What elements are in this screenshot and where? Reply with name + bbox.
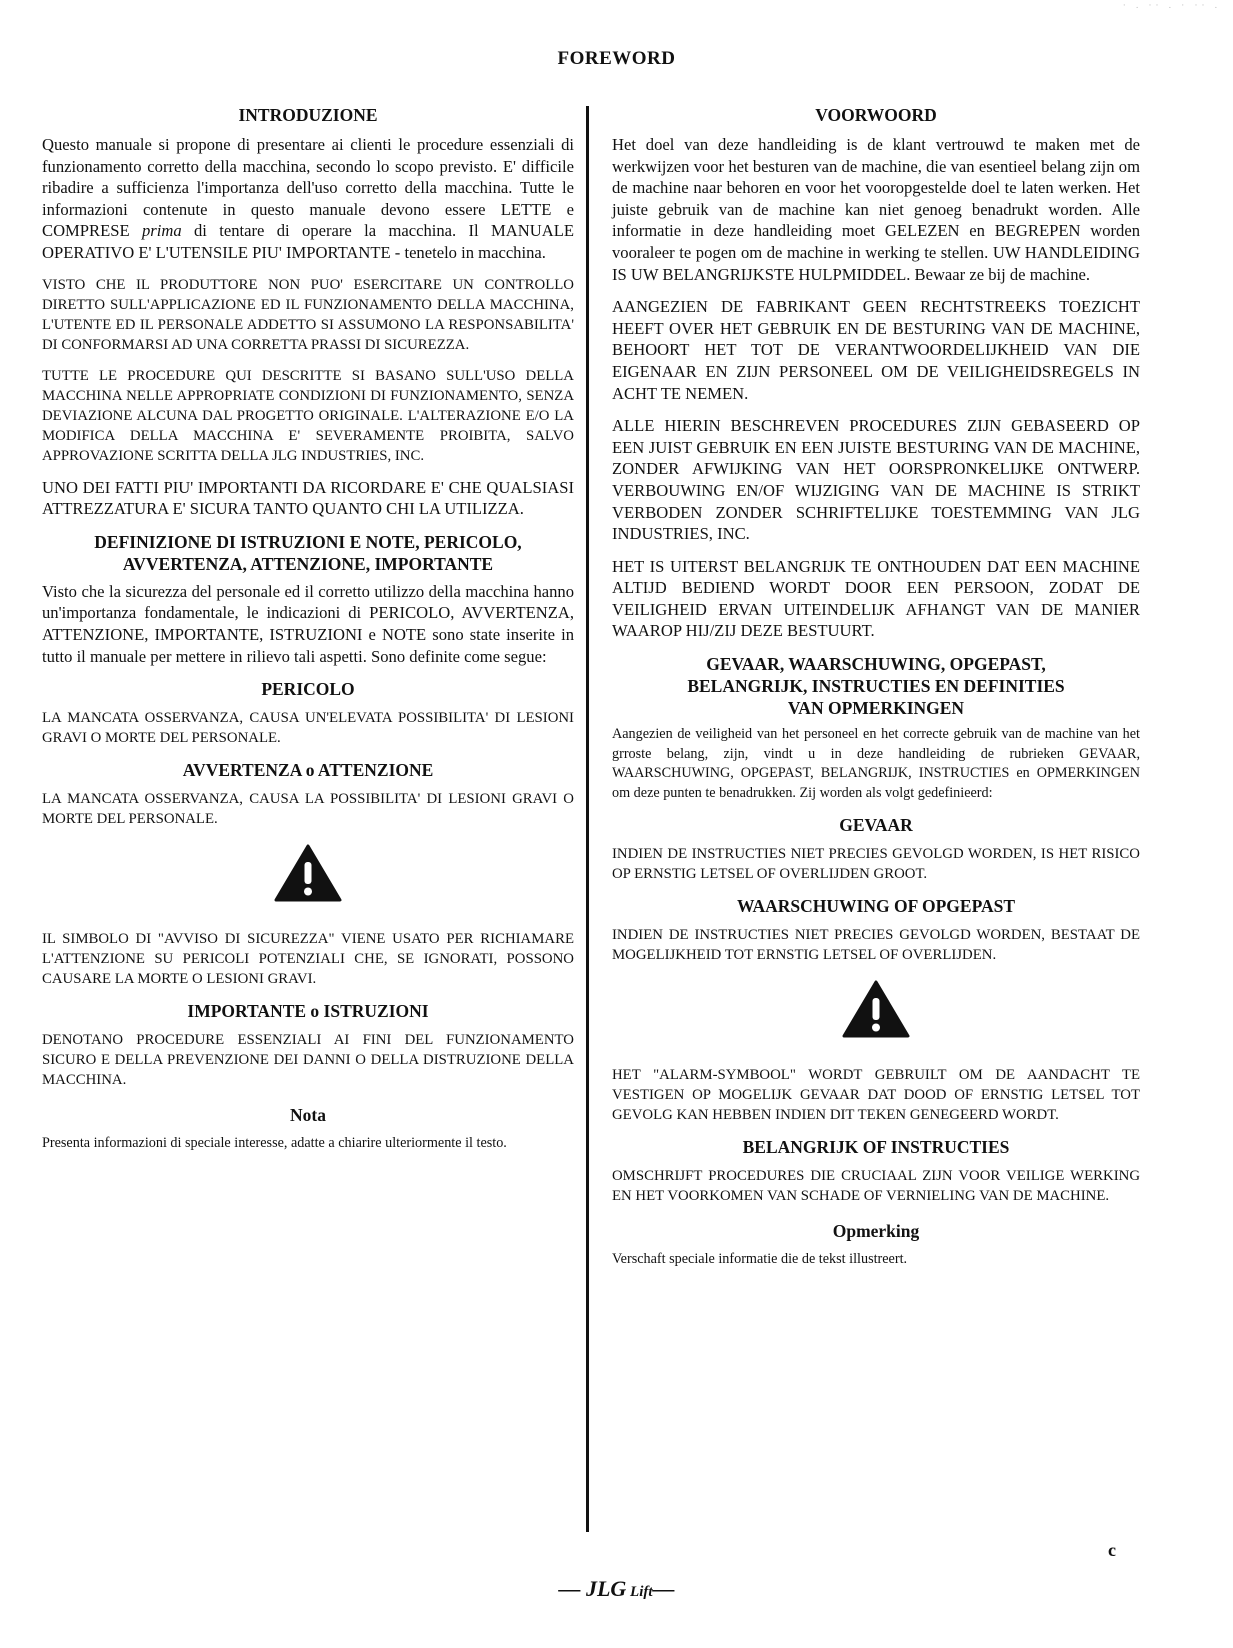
intro-text-post: di tentare di operare la macchina. Il MANUALE OPERATIVO E' L'UTENSILE PIU' IMPORTANTE - tenetelo in macchina. [42, 221, 574, 262]
safety-reminder-paragraph: HET IS UITERST BELANGRIJK TE ONTHOUDEN DAT EEN MACHINE ALTIJD BEDIEND WORDT DOOR EEN PERSOON, ZODAT DE VEILIGHEID ERVAN UITEINDELIJK AFHANGT VAN DE MANIER WAAROP HIJ/ZIJ DEZE BESTUURT. [612, 556, 1140, 641]
procedures-paragraph: TUTTE LE PROCEDURE QUI DESCRITTE SI BASANO SULL'USO DELLA MACCHINA NELLE APPROPRIATE CONDIZIONI DI FUNZIONAMENTO, SENZA DEVIAZIONE ALCUNA DAL PROGETTO ORIGINALE. L'ALTERAZIONE E/O LA MODIFICA DELLA MACCHINA E' SEVERAMENTE PROIBITA, SALVO APPROVAZIONE SCRITTA DELLA JLG INDUSTRIES, INC. [42, 367, 574, 464]
warning-triangle-icon [841, 979, 911, 1039]
page-letter: c [1108, 1540, 1116, 1560]
responsibility-paragraph: AANGEZIEN DE FABRIKANT GEEN RECHTSTREEKS TOEZICHT HEEFT OVER HET GEBRUIK EN DE BESTURING VAN DE MACHINE, BEHOORT HET TOT DE VERANTWOORDELIJKHEID VAN DIE EIGENAAR EN ZIJN PERSONEEL OM DE VEILIGHEIDSREGELS IN ACHT TE NEMEN. [612, 297, 1140, 403]
definitions-heading [42, 531, 574, 575]
alarm-symbol-text: HET "ALARM-SYMBOOL" WORDT GEBRUILT OM DE AANDACHT TE VESTIGEN OP MOGELIJK GEVAAR DAT DOOD OF ERNSTIG LETSEL TOT GEVOLG KAN HEBBEN INDIEN DIT TEKEN GENEGEERD WORDT. [612, 1067, 1140, 1124]
danger-text: LA MANCATA OSSERVANZA, CAUSA UN'ELEVATA POSSIBILITA' DI LESIONI GRAVI O MORTE DEL PERSONALE. [42, 710, 574, 747]
safety-symbol-text: IL SIMBOLO DI "AVVISO DI SICUREZZA" VIENE USATO PER RICHIAMARE L'ATTENZIONE SU PERICOLI POTENZIALI CHE, SE IGNORATI, POSSONO CAUSARE LA MORTE O LESIONI GRAVI. [42, 931, 574, 988]
definitions-heading-line1: GEVAAR, WAARSCHUWING, OPGEPAST, [706, 654, 1046, 675]
definitions-paragraph: Aangezien de veiligheid van het personeel en het correcte gebruik van de machine van het grroste belang, zijn, vindt u in deze handleiding de rubrieken GEVAAR, WAARSCHUWING, OPGEPAST, BELANGRIJK, INSTRUCTIES en OPMERKINGEN om deze punten te benadrukken. Zij worden als volgt gedefinieerd: [612, 726, 1140, 801]
foreword-heading: VOORWOORD [815, 105, 937, 125]
danger-text: INDIEN DE INSTRUCTIES NIET PRECIES GEVOLGD WORDEN, IS HET RISICO OP ERNSTIG LETSEL OF OVERLIJDEN GROOT. [612, 846, 1140, 883]
scan-noise: · . ·· . · ·· . [1122, 0, 1221, 10]
column-divider [586, 106, 589, 1532]
important-text: OMSCHRIJFT PROCEDURES DIE CRUCIAAL ZIJN VOOR VEILIGE WERKING EN HET VOORKOMEN VAN SCHADE OF VERNIELING VAN DE MACHINE. [612, 1168, 1140, 1205]
intro-text-emphasis: prima [141, 221, 182, 241]
definitions-heading-line2: AVVERTENZA, ATTENZIONE, IMPORTANTE [122, 553, 494, 574]
footer-brand-name: JLG [585, 1576, 627, 1601]
warning-heading: WAARSCHUWING OF OPGEPAST [736, 896, 1016, 917]
intro-text-pre: Questo manuale si propone di presentare ai clienti le procedure essenziali di funzionamento corretto della macchina, secondo lo scopo previsto. E' difficile ribadire a sufficienza l'importanza dell'uso corretto della macchina. Tutte le informazioni contenute in questo manuale devono essere LETTE e COMPRESE [42, 135, 574, 241]
footer-dash-right: — [652, 1576, 675, 1601]
definitions-heading-line1: DEFINIZIONE DI ISTRUZIONI E NOTE, PERICOLO, [94, 531, 522, 552]
footer-dash-left: — [558, 1576, 586, 1601]
procedures-paragraph: ALLE HIERIN BESCHREVEN PROCEDURES ZIJN GEBASEERD OP EEN JUIST GEBRUIK EN EEN JUISTE BESTURING VAN DE MACHINE, ZONDER AFWIJKING VAN HET OORSPRONKELIJKE ONTWERP. VERBOUWING EN/OF WIJZIGING VAN DE MACHINE IS STRIKT VERBODEN ZONDER SCHRIFTELIJKE TOESTEMMING VAN JLG INDUSTRIES, INC. [612, 416, 1140, 544]
footer-brand-sub: Lift [626, 1584, 653, 1600]
warning-text: INDIEN DE INSTRUCTIES NIET PRECIES GEVOLGD WORDEN, BESTAAT DE MOGELIJKHEID TOT ERNSTIG LETSEL OF OVERLIJDEN. [612, 927, 1140, 964]
definitions-heading-line2: BELANGRIJK, INSTRUCTIES EN DEFINITIES [687, 676, 1065, 697]
right-column-dutch [612, 104, 1140, 1281]
important-heading: BELANGRIJK OF INSTRUCTIES [742, 1137, 1010, 1158]
danger-heading: GEVAAR [839, 815, 913, 836]
important-heading: IMPORTANTE o ISTRUZIONI [187, 1001, 429, 1022]
warning-triangle-icon [273, 843, 343, 903]
safety-reminder-paragraph: UNO DEI FATTI PIU' IMPORTANTI DA RICORDARE E' CHE QUALSIASI ATTREZZATURA E' SICURA TANTO QUANTO CHI LA UTILIZZA. [42, 477, 574, 519]
page-title: FOREWORD [557, 48, 676, 69]
note-text: Verschaft speciale informatie die de tekst illustreert. [612, 1251, 908, 1268]
definitions-heading-line3: VAN OPMERKINGEN [787, 698, 965, 719]
important-text: DENOTANO PROCEDURE ESSENZIALI AI FINI DEL FUNZIONAMENTO SICURO E DELLA PREVENZIONE DEI DANNI O DELLA DISTRUZIONE DELLA MACCHINA. [42, 1032, 574, 1089]
warning-heading: AVVERTENZA o ATTENZIONE [182, 760, 434, 781]
note-text: Presenta informazioni di speciale interesse, adatte a chiarire ulteriormente il testo. [42, 1135, 507, 1152]
foreword-paragraph: Het doel van deze handleiding is de klant vertrouwd te maken met de werkwijzen voor het besturen van de machine, die van esentieel belang zijn om de machine naar behoren en voor het vooropgestelde doel te laten werken. Het juiste gebruik van de machine kan niet genoeg benadrukt worden. Alle informatie in deze handleiding moet GELEZEN en BEGREPEN worden vooraleer te pogen om de machine in werking te stellen. UW HANDLEIDING IS UW BELANGRIJKSTE HULPMIDDEL. Bewaar ze bij de machine. [612, 135, 1140, 284]
danger-heading: PERICOLO [261, 679, 355, 700]
note-heading: Opmerking [832, 1221, 920, 1242]
left-column-italian [42, 104, 574, 1165]
definitions-heading [612, 653, 1140, 719]
warning-text: LA MANCATA OSSERVANZA, CAUSA LA POSSIBILITA' DI LESIONI GRAVI O MORTE DEL PERSONALE. [42, 791, 574, 828]
note-heading: Nota [290, 1105, 326, 1126]
responsibility-paragraph: VISTO CHE IL PRODUTTORE NON PUO' ESERCITARE UN CONTROLLO DIRETTO SULL'APPLICAZIONE ED IL FUNZIONAMENTO DELLA MACCHINA, L'UTENTE ED IL PERSONALE ADDETTO SI ASSUMONO LA RESPONSABILITA' DI CONFORMARSI AD UNA CORRETTA PRASSI DI SICUREZZA. [42, 276, 574, 353]
intro-paragraph [42, 134, 574, 264]
intro-heading: INTRODUZIONE [238, 105, 378, 125]
definitions-paragraph: Visto che la sicurezza del personale ed il corretto utilizzo della macchina hanno un'importanza fondamentale, le indicazioni di PERICOLO, AVVERTENZA, ATTENZIONE, IMPORTANTE, ISTRUZIONI e NOTE sono state inserite in tutto il manuale per mettere in rilievo tali aspetti. Sono definite come segue: [42, 581, 574, 666]
footer-brand [0, 1576, 1233, 1602]
